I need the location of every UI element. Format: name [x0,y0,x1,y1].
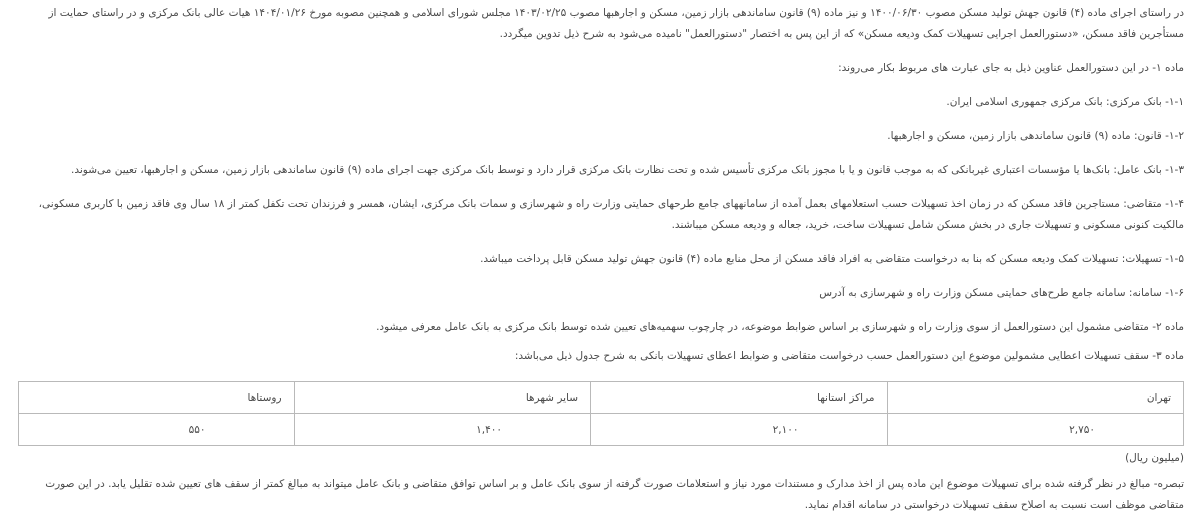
definition-1-4: ۱-۴- متقاضی: مستاجرین فاقد مسکن که در زمان اخذ تسهیلات حسب استعلامهای بعمل آمده از سامانههای جامع طرحهای حمایتی وزارت راه و شهرسازی و سمات بانک مرکزی، ایشان، همسر و فرزندان تحت تکفل کمتر از ۱۸ سال وی فاقد زمین با کاربری مسکونی، مالکیت کنونی مسکونی و تسهیلات جاری در بخش مسکن شامل تسهیلات ساخت، خرید، جعاله و ودیعه مسکن میباشند. [38,198,1184,231]
table-cell: ۵۵۰ [19,414,295,446]
article-3: ماده ۳- سقف تسهیلات اعطایی مشمولین موضوع این دستورالعمل حسب درخواست متقاضی و ضوابط اعطای تسهیلات بانکی به شرح جدول ذیل می‌باشد: [514,350,1184,362]
table-header-cell: مراکز استانها [591,382,887,414]
table-cell: ۱,۴۰۰ [294,414,590,446]
unit-note: (میلیون ریال) [1125,452,1184,464]
facility-cap-table [18,381,1184,446]
article-1-heading: ماده ۱- در این دستورالعمل عناوین ذیل به جای عبارت های مربوط بکار می‌روند: [838,62,1184,74]
note-paragraph: تبصره- مبالغ در نظر گرفته شده برای تسهیلات موضوع این ماده پس از اخذ مدارک و مستندات مورد نیاز و استعلامات صورت گرفته از سوی بانک عامل و بر اساس توافق متقاضی و بانک عامل میتواند به مبالغ کمتر از سقف های تعیین شده تقلیل یابد. در این صورت متقاضی موظف است نسبت به اصلاح سقف تسهیلات درخواستی در سامانه اقدام نماید. [45,478,1184,511]
intro-paragraph: در راستای اجرای ماده (۴) قانون جهش تولید مسکن مصوب ۱۴۰۰/۰۶/۳۰ و نیز ماده (۹) قانون ساماندهی بازار زمین، مسکن و اجارهبها مصوب ۱۴۰۳/۰۲/۲۵ مجلس شورای اسلامی و همچنین مصوبه مورخ ۱۴۰۴/۰۱/۲۶ هیات عالی بانک مرکزی و در راستای حمایت از مستأجرین فاقد مسکن، «دستورالعمل اجرایی تسهیلات کمک ودیعه مسکن» که از این پس به اختصار "دستورالعمل" نامیده می‌شود به شرح ذیل تدوین میگردد. [48,7,1184,40]
definition-1-5: ۱-۵- تسهیلات: تسهیلات کمک ودیعه مسکن که بنا به درخواست متقاضی به افراد فاقد مسکن از محل منابع ماده (۴) قانون جهش تولید مسکن قابل پرداخت میباشد. [480,253,1184,265]
table-cell: ۲,۱۰۰ [591,414,887,446]
article-2: ماده ۲- متقاضی مشمول این دستورالعمل از سوی وزارت راه و شهرسازی بر اساس ضوابط موضوعه، در چارچوب سهمیه‌های تعیین شده توسط بانک مرکزی به بانک عامل معرفی میشود. [376,321,1184,333]
table-header-cell: سایر شهرها [294,382,590,414]
definition-1-6: ۱-۶- سامانه: سامانه جامع طرح‌های حمایتی مسکن وزارت راه و شهرسازی به آدرس [819,287,1184,299]
table-cell: ۲,۷۵۰ [887,414,1183,446]
table-header-row [19,382,1184,414]
table-header-cell: تهران [887,382,1183,414]
definition-1-2: ۱-۲- قانون: ماده (۹) قانون ساماندهی بازار زمین، مسکن و اجارهبها. [887,130,1184,142]
table-header-cell: روستاها [19,382,295,414]
definition-1-1: ۱-۱- بانک مرکزی: بانک مرکزی جمهوری اسلامی ایران. [946,96,1184,108]
definition-1-3: ۱-۳- بانک عامل: بانک‌ها یا مؤسسات اعتباری غیربانکی که به موجب قانون و یا با مجوز بانک مرکزی تأسیس شده و تحت نظارت بانک مرکزی قرار دارد و توسط بانک مرکزی جهت اجرای ماده (۹) قانون ساماندهی بازار زمین، مسکن و اجارهبها، تعیین می‌شوند. [71,164,1184,176]
table-row [19,414,1184,446]
